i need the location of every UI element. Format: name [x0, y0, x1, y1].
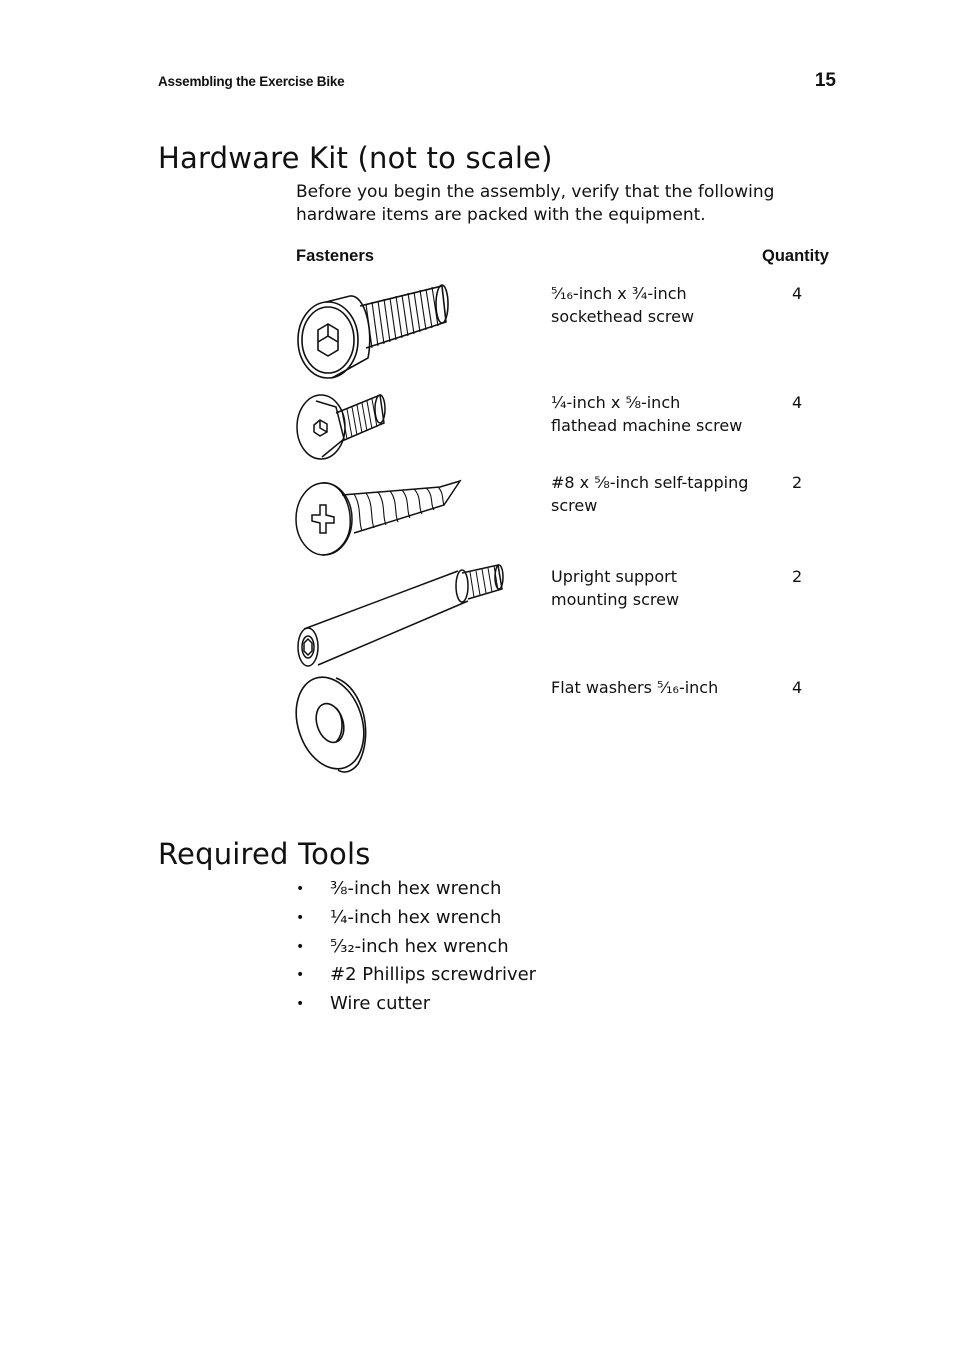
item-description: Flat washers ⁵⁄₁₆-inch [551, 678, 719, 697]
item-description: ¼-inch x ⅝-inch flathead machine screw [551, 393, 743, 435]
required-tools-title: Required Tools [158, 837, 371, 871]
item-quantity: 4 [792, 284, 803, 303]
bullet: • [296, 996, 305, 1013]
quantity-column-header: Quantity [762, 247, 829, 265]
item-quantity: 2 [792, 473, 803, 492]
tool-name: ⁵⁄₃₂-inch hex wrench [330, 935, 509, 957]
fasteners-column-header: Fasteners [296, 247, 374, 265]
hardware-intro: Before you begin the assembly, verify that the following hardware items are packed with the equipment. [296, 182, 775, 225]
item-quantity: 2 [792, 567, 803, 586]
page-number: 15 [814, 70, 836, 91]
bullet: • [296, 967, 305, 984]
tool-name: ¼-inch hex wrench [330, 906, 502, 928]
item-description: #8 x ⅝-inch self-tapping screw [551, 473, 749, 515]
item-description: Upright support mounting screw [551, 567, 680, 609]
tool-name: #2 Phillips screwdriver [330, 964, 537, 986]
tool-name: Wire cutter [330, 993, 431, 1015]
running-head: Assembling the Exercise Bike [158, 74, 345, 89]
tool-name: ⅜-inch hex wrench [330, 878, 502, 899]
flathead-screw-icon [292, 387, 392, 465]
flat-washer-icon [292, 672, 376, 776]
item-quantity: 4 [792, 393, 803, 412]
bullet: • [296, 909, 305, 926]
bullet: • [296, 938, 305, 955]
bullet: • [296, 881, 305, 897]
hardware-kit-title: Hardware Kit (not to scale) [158, 141, 553, 175]
item-description: ⁵⁄₁₆-inch x ¾-inch sockethead screw [551, 284, 695, 326]
self-tapping-screw-icon [292, 467, 464, 559]
mounting-screw-icon [292, 561, 508, 669]
sockethead-screw-icon [292, 278, 452, 382]
item-quantity: 4 [792, 678, 803, 697]
